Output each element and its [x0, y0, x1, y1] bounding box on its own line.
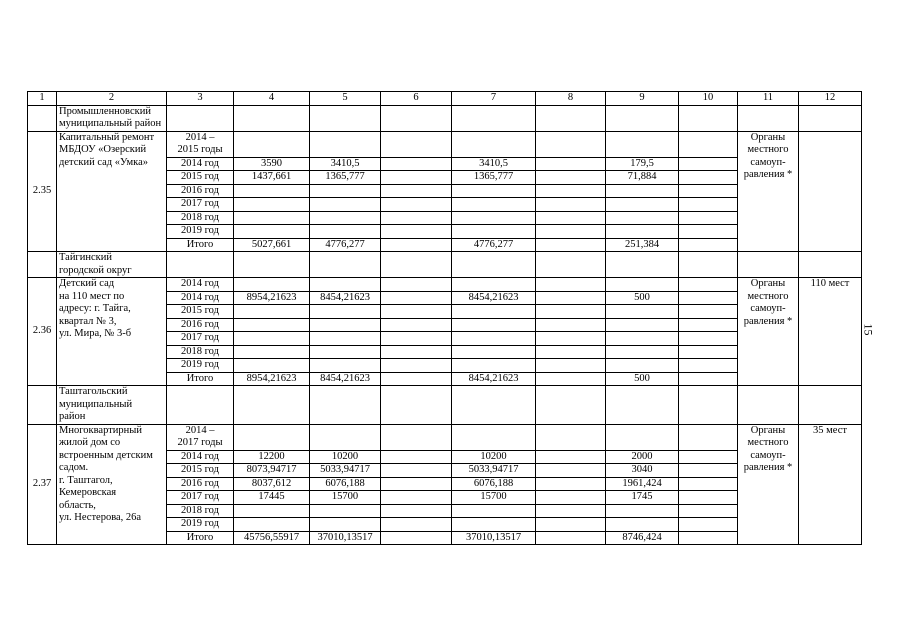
empty-cell — [606, 105, 679, 131]
column-header: 2 — [57, 92, 167, 106]
value-cell: 4776,277 — [310, 238, 381, 252]
year-cell: Итого — [167, 531, 234, 545]
value-cell: 37010,13517 — [310, 531, 381, 545]
value-cell: 45756,55917 — [234, 531, 310, 545]
value-cell — [381, 278, 452, 292]
value-cell — [381, 345, 452, 359]
year-cell: 2019 год — [167, 518, 234, 532]
value-cell — [310, 211, 381, 225]
value-cell — [536, 531, 606, 545]
value-cell — [310, 518, 381, 532]
empty-cell — [28, 105, 57, 131]
value-cell — [234, 198, 310, 212]
value-cell: 8954,21623 — [234, 291, 310, 305]
value-cell — [536, 291, 606, 305]
value-cell — [452, 131, 536, 157]
responsible-organ: Органы местного самоуп- равления * — [738, 131, 799, 252]
value-cell — [381, 157, 452, 171]
section-row — [28, 105, 862, 131]
section-title: Тайгинский городской округ — [57, 252, 167, 278]
value-cell — [679, 318, 738, 332]
value-cell — [679, 157, 738, 171]
value-cell — [234, 131, 310, 157]
value-cell — [310, 198, 381, 212]
value-cell — [381, 198, 452, 212]
value-cell — [452, 305, 536, 319]
value-cell — [452, 198, 536, 212]
value-cell — [536, 491, 606, 505]
value-cell — [381, 518, 452, 532]
value-cell — [536, 450, 606, 464]
value-cell — [536, 211, 606, 225]
value-cell — [679, 332, 738, 346]
column-header: 12 — [799, 92, 862, 106]
year-cell: Итого — [167, 238, 234, 252]
value-cell — [381, 464, 452, 478]
value-cell — [536, 171, 606, 185]
project-number: 2.35 — [28, 131, 57, 252]
value-cell — [606, 504, 679, 518]
value-cell — [679, 464, 738, 478]
year-cell: 2016 год — [167, 184, 234, 198]
value-cell: 3040 — [606, 464, 679, 478]
value-cell — [679, 198, 738, 212]
value-cell: 10200 — [310, 450, 381, 464]
empty-cell — [679, 252, 738, 278]
value-cell — [606, 518, 679, 532]
project-name: Детский сад на 110 мест по адресу: г. Тайга, квартал № 3, ул. Мира, № 3-б — [57, 278, 167, 386]
value-cell — [381, 372, 452, 386]
result-cell: 35 мест — [799, 424, 862, 545]
empty-cell — [679, 105, 738, 131]
column-header: 4 — [234, 92, 310, 106]
value-cell — [679, 211, 738, 225]
empty-cell — [536, 252, 606, 278]
value-cell — [310, 332, 381, 346]
value-cell: 1745 — [606, 491, 679, 505]
value-cell — [452, 424, 536, 450]
value-cell — [381, 359, 452, 373]
empty-cell — [310, 252, 381, 278]
value-cell — [536, 184, 606, 198]
year-cell: 2014 год — [167, 450, 234, 464]
value-cell — [606, 345, 679, 359]
value-cell — [679, 278, 738, 292]
empty-cell — [452, 252, 536, 278]
empty-cell — [536, 105, 606, 131]
year-cell: 2018 год — [167, 345, 234, 359]
value-cell — [452, 332, 536, 346]
value-cell — [679, 171, 738, 185]
value-cell — [234, 211, 310, 225]
column-header: 7 — [452, 92, 536, 106]
value-cell — [679, 504, 738, 518]
value-cell — [452, 318, 536, 332]
result-cell — [799, 131, 862, 252]
value-cell — [452, 504, 536, 518]
value-cell: 15700 — [452, 491, 536, 505]
value-cell — [679, 225, 738, 239]
empty-cell — [799, 252, 862, 278]
value-cell — [679, 305, 738, 319]
section-row — [28, 252, 862, 278]
column-header: 1 — [28, 92, 57, 106]
value-cell — [452, 359, 536, 373]
value-cell — [606, 305, 679, 319]
value-cell — [234, 504, 310, 518]
year-cell: 2015 год — [167, 464, 234, 478]
value-cell: 251,384 — [606, 238, 679, 252]
value-cell — [536, 318, 606, 332]
value-cell — [381, 318, 452, 332]
year-cell: 2017 год — [167, 332, 234, 346]
value-cell: 6076,188 — [452, 477, 536, 491]
value-cell — [679, 184, 738, 198]
project-number: 2.37 — [28, 424, 57, 545]
year-cell: 2015 год — [167, 171, 234, 185]
empty-cell — [452, 105, 536, 131]
value-cell — [234, 278, 310, 292]
value-cell — [679, 372, 738, 386]
value-cell — [679, 424, 738, 450]
column-header: 6 — [381, 92, 452, 106]
value-cell — [381, 225, 452, 239]
value-cell — [606, 211, 679, 225]
column-header: 9 — [606, 92, 679, 106]
value-cell — [234, 318, 310, 332]
value-cell — [310, 504, 381, 518]
year-cell: 2016 год — [167, 318, 234, 332]
empty-cell — [536, 386, 606, 425]
empty-cell — [28, 386, 57, 425]
table-row — [28, 278, 862, 292]
value-cell — [536, 157, 606, 171]
value-cell — [536, 424, 606, 450]
value-cell — [536, 225, 606, 239]
empty-cell — [738, 252, 799, 278]
empty-cell — [738, 386, 799, 425]
value-cell: 1365,777 — [452, 171, 536, 185]
table-row — [28, 424, 862, 450]
value-cell — [381, 491, 452, 505]
value-cell — [381, 531, 452, 545]
empty-cell — [799, 386, 862, 425]
value-cell: 500 — [606, 291, 679, 305]
value-cell — [679, 518, 738, 532]
value-cell — [606, 318, 679, 332]
column-header: 5 — [310, 92, 381, 106]
value-cell: 3410,5 — [452, 157, 536, 171]
value-cell: 4776,277 — [452, 238, 536, 252]
value-cell — [310, 345, 381, 359]
value-cell — [234, 518, 310, 532]
value-cell: 179,5 — [606, 157, 679, 171]
empty-cell — [381, 386, 452, 425]
year-cell: 2018 год — [167, 211, 234, 225]
value-cell: 1437,661 — [234, 171, 310, 185]
year-cell: 2017 год — [167, 491, 234, 505]
year-cell: 2019 год — [167, 225, 234, 239]
value-cell: 5027,661 — [234, 238, 310, 252]
empty-cell — [167, 105, 234, 131]
year-cell: 2014 год — [167, 157, 234, 171]
value-cell — [310, 359, 381, 373]
value-cell — [679, 345, 738, 359]
column-header: 10 — [679, 92, 738, 106]
value-cell: 71,884 — [606, 171, 679, 185]
value-cell — [452, 184, 536, 198]
empty-cell — [234, 105, 310, 131]
value-cell — [452, 518, 536, 532]
empty-cell — [234, 386, 310, 425]
year-cell: 2014 – 2017 годы — [167, 424, 234, 450]
section-row — [28, 386, 862, 425]
empty-cell — [28, 252, 57, 278]
responsible-organ: Органы местного самоуп- равления * — [738, 424, 799, 545]
year-cell: 2014 год — [167, 291, 234, 305]
empty-cell — [679, 386, 738, 425]
year-cell: 2014 – 2015 годы — [167, 131, 234, 157]
value-cell — [234, 424, 310, 450]
value-cell — [536, 477, 606, 491]
value-cell — [536, 504, 606, 518]
value-cell — [452, 345, 536, 359]
year-cell: 2018 год — [167, 504, 234, 518]
value-cell — [310, 131, 381, 157]
empty-cell — [738, 105, 799, 131]
value-cell — [381, 131, 452, 157]
empty-cell — [606, 386, 679, 425]
value-cell: 37010,13517 — [452, 531, 536, 545]
value-cell: 10200 — [452, 450, 536, 464]
value-cell: 8954,21623 — [234, 372, 310, 386]
value-cell — [536, 372, 606, 386]
value-cell: 3590 — [234, 157, 310, 171]
column-header: 11 — [738, 92, 799, 106]
value-cell — [452, 211, 536, 225]
value-cell — [679, 450, 738, 464]
empty-cell — [381, 105, 452, 131]
value-cell — [381, 238, 452, 252]
year-cell: 2015 год — [167, 305, 234, 319]
value-cell: 8454,21623 — [452, 291, 536, 305]
value-cell: 8454,21623 — [452, 372, 536, 386]
column-header: 3 — [167, 92, 234, 106]
value-cell — [536, 332, 606, 346]
value-cell — [606, 131, 679, 157]
value-cell — [234, 359, 310, 373]
value-cell — [381, 450, 452, 464]
value-cell: 3410,5 — [310, 157, 381, 171]
section-title: Промышленновский муниципальный район — [57, 105, 167, 131]
value-cell — [536, 278, 606, 292]
value-cell — [536, 131, 606, 157]
value-cell — [536, 238, 606, 252]
value-cell — [679, 291, 738, 305]
value-cell — [606, 278, 679, 292]
value-cell — [679, 238, 738, 252]
value-cell — [606, 424, 679, 450]
value-cell — [606, 225, 679, 239]
value-cell — [381, 171, 452, 185]
result-cell: 110 мест — [799, 278, 862, 386]
value-cell — [381, 305, 452, 319]
empty-cell — [381, 252, 452, 278]
value-cell — [310, 278, 381, 292]
value-cell: 1961,424 — [606, 477, 679, 491]
empty-cell — [310, 105, 381, 131]
value-cell: 17445 — [234, 491, 310, 505]
value-cell — [536, 464, 606, 478]
value-cell — [452, 225, 536, 239]
value-cell — [381, 504, 452, 518]
column-header: 8 — [536, 92, 606, 106]
value-cell — [679, 359, 738, 373]
value-cell: 6076,188 — [310, 477, 381, 491]
empty-cell — [167, 386, 234, 425]
project-number: 2.36 — [28, 278, 57, 386]
value-cell — [536, 345, 606, 359]
empty-cell — [310, 386, 381, 425]
value-cell: 5033,94717 — [310, 464, 381, 478]
value-cell: 8073,94717 — [234, 464, 310, 478]
header-row — [28, 92, 862, 106]
value-cell — [234, 184, 310, 198]
value-cell — [606, 332, 679, 346]
year-cell: 2014 год — [167, 278, 234, 292]
year-cell: 2019 год — [167, 359, 234, 373]
value-cell — [679, 131, 738, 157]
responsible-organ: Органы местного самоуп- равления * — [738, 278, 799, 386]
value-cell — [234, 305, 310, 319]
value-cell — [679, 477, 738, 491]
value-cell — [381, 184, 452, 198]
value-cell — [536, 359, 606, 373]
value-cell — [234, 345, 310, 359]
value-cell — [310, 424, 381, 450]
value-cell — [310, 184, 381, 198]
empty-cell — [606, 252, 679, 278]
value-cell: 8746,424 — [606, 531, 679, 545]
value-cell — [679, 491, 738, 505]
empty-cell — [167, 252, 234, 278]
value-cell: 15700 — [310, 491, 381, 505]
year-cell: 2016 год — [167, 477, 234, 491]
value-cell — [310, 305, 381, 319]
page-number: 15 — [861, 323, 876, 336]
value-cell — [536, 518, 606, 532]
section-title: Таштагольский муниципальный район — [57, 386, 167, 425]
value-cell — [381, 211, 452, 225]
value-cell — [536, 198, 606, 212]
value-cell: 1365,777 — [310, 171, 381, 185]
value-cell: 12200 — [234, 450, 310, 464]
value-cell — [606, 198, 679, 212]
value-cell — [452, 278, 536, 292]
empty-cell — [234, 252, 310, 278]
value-cell — [310, 225, 381, 239]
value-cell: 500 — [606, 372, 679, 386]
value-cell: 8454,21623 — [310, 291, 381, 305]
value-cell — [310, 318, 381, 332]
value-cell — [679, 531, 738, 545]
value-cell — [381, 477, 452, 491]
value-cell — [234, 332, 310, 346]
value-cell — [606, 359, 679, 373]
empty-cell — [799, 105, 862, 131]
value-cell — [234, 225, 310, 239]
value-cell — [381, 332, 452, 346]
value-cell: 5033,94717 — [452, 464, 536, 478]
value-cell: 2000 — [606, 450, 679, 464]
value-cell: 8037,612 — [234, 477, 310, 491]
project-name: Капитальный ремонт МБДОУ «Озерский детский сад «Умка» — [57, 131, 167, 252]
value-cell — [536, 305, 606, 319]
project-name: Многоквартирный жилой дом со встроенным детским садом. г. Таштагол, Кемеровская область, ул. Нестерова, 26а — [57, 424, 167, 545]
empty-cell — [452, 386, 536, 425]
value-cell: 8454,21623 — [310, 372, 381, 386]
year-cell: Итого — [167, 372, 234, 386]
table-row — [28, 131, 862, 157]
budget-table — [27, 91, 862, 545]
year-cell: 2017 год — [167, 198, 234, 212]
value-cell — [606, 184, 679, 198]
value-cell — [381, 291, 452, 305]
value-cell — [381, 424, 452, 450]
